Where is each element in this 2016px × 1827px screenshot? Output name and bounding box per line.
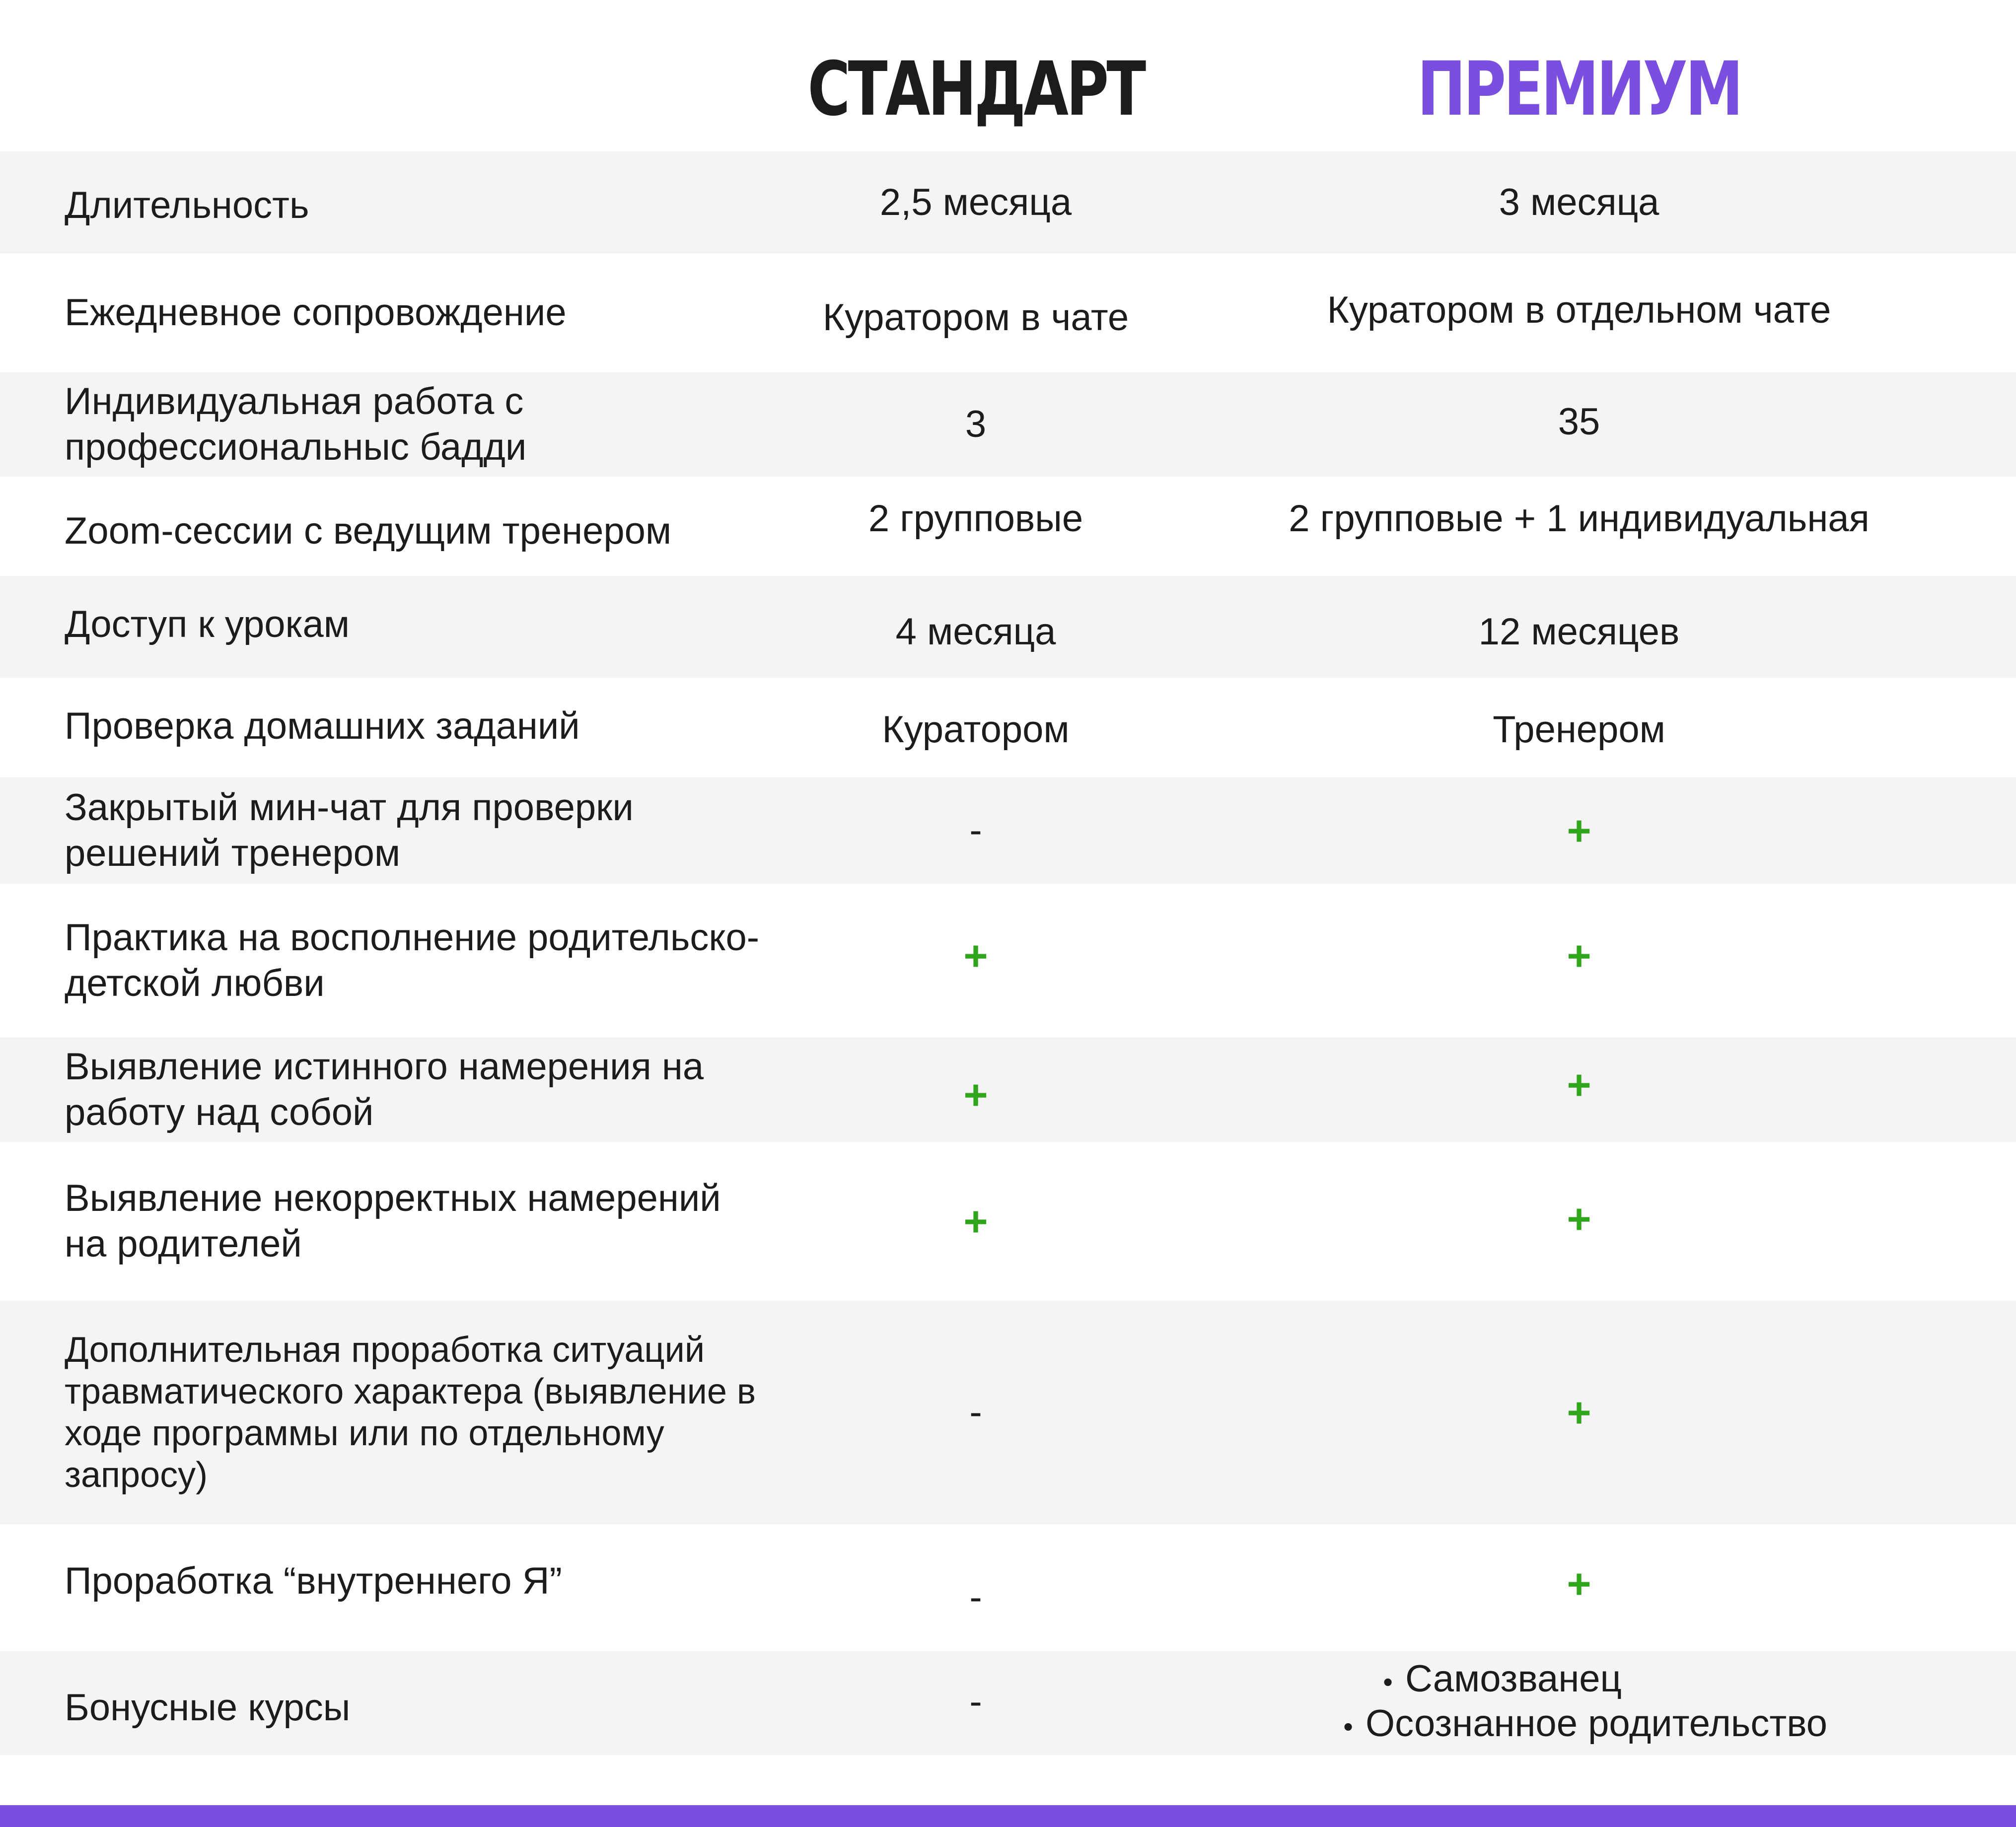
premium-value: + (1567, 1389, 1591, 1436)
row-label: Практика на восполнение родительско-детской любви (65, 916, 760, 1004)
row-label: Проработка “внутреннего Я” (65, 1560, 562, 1602)
premium-value: + (1567, 1560, 1591, 1607)
premium-value: 12 месяцев (1478, 610, 1680, 653)
standard-value: Куратором (882, 708, 1070, 751)
premium-value: 35 (1558, 401, 1600, 443)
table-row (0, 1524, 2016, 1651)
premium-value: 2 групповые + 1 индивидуальная (1289, 497, 1870, 540)
row-label: Закрытый мин-чат для проверки решений тренером (65, 786, 634, 874)
table-row (0, 1142, 2016, 1301)
table-row (0, 576, 2016, 678)
row-label: Выявление истинного намерения на работу над собой (65, 1046, 704, 1133)
table-row (0, 477, 2016, 576)
standard-value: - (969, 1680, 982, 1723)
bonus-course-name: Осознанное родительство (1366, 1702, 1827, 1745)
standard-value: + (963, 932, 988, 979)
standard-value: 2 групповые (868, 497, 1083, 540)
table-row (0, 884, 2016, 1038)
standard-value: 4 месяца (895, 610, 1056, 653)
premium-bonus-list (1281, 1651, 1877, 1755)
premium-value: + (1567, 932, 1591, 979)
standard-value: - (969, 1391, 982, 1433)
plan-title-premium: ПРЕМИУМ (1417, 46, 1741, 133)
standard-value: - (969, 809, 982, 851)
row-label: Ежедневное сопровождение (65, 291, 567, 334)
row-label: Индивидуальная работа с профессиональныс бадди (65, 380, 527, 468)
row-label: Доступ к урокам (65, 603, 350, 645)
row-label: Проверка домашних заданий (65, 704, 580, 747)
standard-value: + (963, 1198, 988, 1245)
premium-value: + (1567, 1195, 1591, 1242)
standard-value: 3 (965, 403, 987, 445)
row-label: Длительность (65, 184, 309, 226)
row-label: Zoom-сессии с ведущим тренером (65, 510, 672, 552)
bottom-accent-bar (0, 1805, 2016, 1827)
bonus-course-list (1331, 1658, 1827, 1748)
table-row (0, 777, 2016, 884)
table-row (0, 372, 2016, 477)
row-label: Дополнительная проработка ситуаций травматического характера (выявление в ходе программы или по отдельному запросу) (65, 1330, 756, 1495)
row-label: Бонусные курсы (65, 1686, 351, 1729)
standard-value: Куратором в чате (822, 296, 1129, 339)
table-row (0, 253, 2016, 372)
standard-value: + (963, 1071, 988, 1118)
standard-value: - (969, 1576, 982, 1618)
bullet-icon: • (1343, 1711, 1353, 1742)
premium-value: + (1567, 1061, 1591, 1108)
table-row (0, 1651, 2016, 1755)
list-item (1331, 1658, 1827, 1703)
table-row (0, 1301, 2016, 1524)
premium-value: Куратором в отдельном чате (1327, 289, 1831, 331)
standard-value: 2,5 месяца (879, 181, 1072, 223)
table-row (0, 678, 2016, 777)
bullet-icon: • (1383, 1666, 1393, 1697)
row-label: Выявление некорректных намерений на родителей (65, 1177, 721, 1265)
table-row (0, 1038, 2016, 1142)
plan-title-standard: СТАНДАРТ (807, 46, 1144, 133)
premium-value: 3 месяца (1499, 181, 1659, 223)
bonus-course-name: Самозванец (1405, 1658, 1622, 1700)
premium-value: + (1567, 807, 1591, 854)
premium-value: Тренером (1493, 708, 1665, 751)
list-item (1331, 1703, 1827, 1748)
table-row (0, 151, 2016, 253)
header (0, 0, 2016, 151)
